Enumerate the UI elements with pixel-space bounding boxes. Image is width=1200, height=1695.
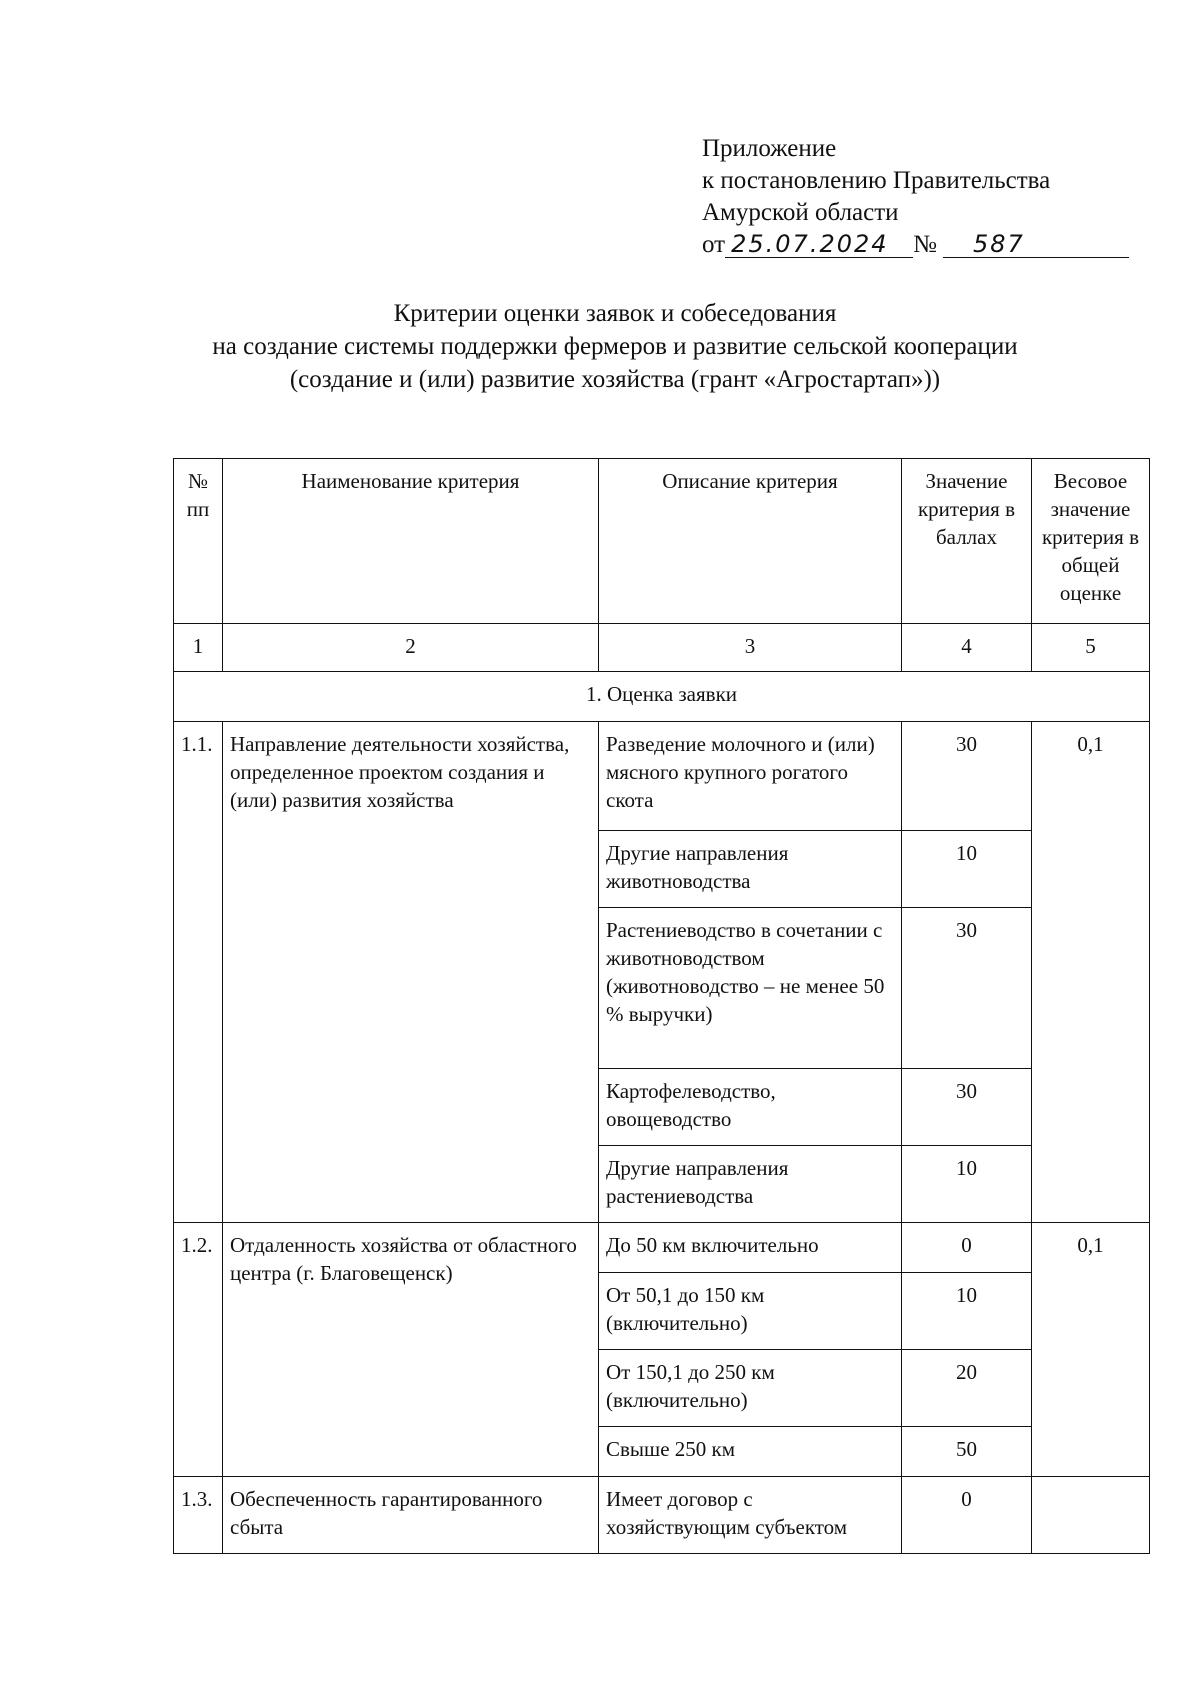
appendix-title: Приложение (702, 135, 837, 162)
criterion-description: Имеет договор с хозяйствующим субъектом (599, 1477, 902, 1554)
column-number: 4 (902, 624, 1032, 672)
criterion-description: Свыше 250 км (599, 1427, 902, 1477)
criterion-points: 50 (902, 1427, 1032, 1477)
criterion-description: От 50,1 до 150 км (включительно) (599, 1273, 902, 1350)
appendix-date-line (702, 229, 1129, 261)
section-title: 1. Оценка заявки (174, 672, 1150, 722)
criterion-points: 0 (902, 1223, 1032, 1273)
criterion-points: 0 (902, 1477, 1032, 1554)
criterion-points: 10 (902, 1273, 1032, 1350)
title-line-2: на создание системы поддержки фермеров и развитие сельской кооперации (212, 333, 1018, 360)
criterion-points: 10 (902, 831, 1032, 908)
criteria-table (173, 458, 1150, 1554)
criterion-points: 30 (902, 722, 1032, 831)
criterion-points: 30 (902, 1069, 1032, 1146)
criterion-number: 1.3. (174, 1477, 223, 1554)
title-line-3: (создание и (или) развитие хозяйства (грант «Агростартап»)) (289, 366, 941, 393)
header-points: Значение критерия в баллах (902, 459, 1032, 624)
criterion-description: До 50 км включительно (599, 1223, 902, 1273)
number-prefix: № (913, 231, 937, 258)
column-number: 2 (223, 624, 599, 672)
criterion-description: Растениеводство в сочетании с животноводством (животноводство – не менее 50 % выручки) (599, 908, 902, 1069)
criterion-number: 1.2. (174, 1223, 223, 1477)
column-number: 1 (174, 624, 223, 672)
column-numbers-row (174, 624, 1150, 672)
column-number: 3 (599, 624, 902, 672)
criterion-name: Направление деятельности хозяйства, определенное проектом создания и (или) развития хозяйства (223, 722, 599, 1223)
date-prefix: от (702, 231, 726, 258)
criterion-points: 10 (902, 1146, 1032, 1223)
criterion-description: Разведение молочного и (или) мясного крупного рогатого скота (599, 722, 902, 831)
criterion-name: Обеспеченность гарантированного сбыта (223, 1477, 599, 1554)
criterion-name: Отдаленность хозяйства от областного центра (г. Благовещенск) (223, 1223, 599, 1477)
table-row (174, 722, 1150, 831)
appendix-decree: к постановлению Правительства (702, 167, 1051, 194)
appendix-region: Амурской области (702, 199, 899, 226)
table-row (174, 1477, 1150, 1554)
criterion-description: Другие направления животноводства (599, 831, 902, 908)
criterion-description: Другие направления растениеводства (599, 1146, 902, 1223)
criterion-points: 30 (902, 908, 1032, 1069)
header-name: Наименование критерия (223, 459, 599, 624)
table-header-row (174, 459, 1150, 624)
criterion-description: Картофелеводство, овощеводство (599, 1069, 902, 1146)
document-title (150, 297, 1080, 396)
appendix-block (702, 133, 1129, 261)
header-description: Описание критерия (599, 459, 902, 624)
header-no: № пп (174, 459, 223, 624)
section-row (174, 672, 1150, 722)
column-number: 5 (1032, 624, 1150, 672)
criterion-number: 1.1. (174, 722, 223, 1223)
header-weight: Весовое значение критерия в общей оценке (1032, 459, 1150, 624)
criterion-weight: 0,1 (1032, 1223, 1150, 1477)
handwritten-date: 25.07.2024 (725, 231, 913, 258)
criterion-weight: 0,1 (1032, 722, 1150, 1223)
criterion-weight (1032, 1477, 1150, 1554)
table-row (174, 1223, 1150, 1273)
criterion-points: 20 (902, 1350, 1032, 1427)
handwritten-number: 587 (943, 231, 1129, 258)
title-line-1: Критерии оценки заявок и собеседования (393, 300, 837, 327)
criterion-description: От 150,1 до 250 км (включительно) (599, 1350, 902, 1427)
